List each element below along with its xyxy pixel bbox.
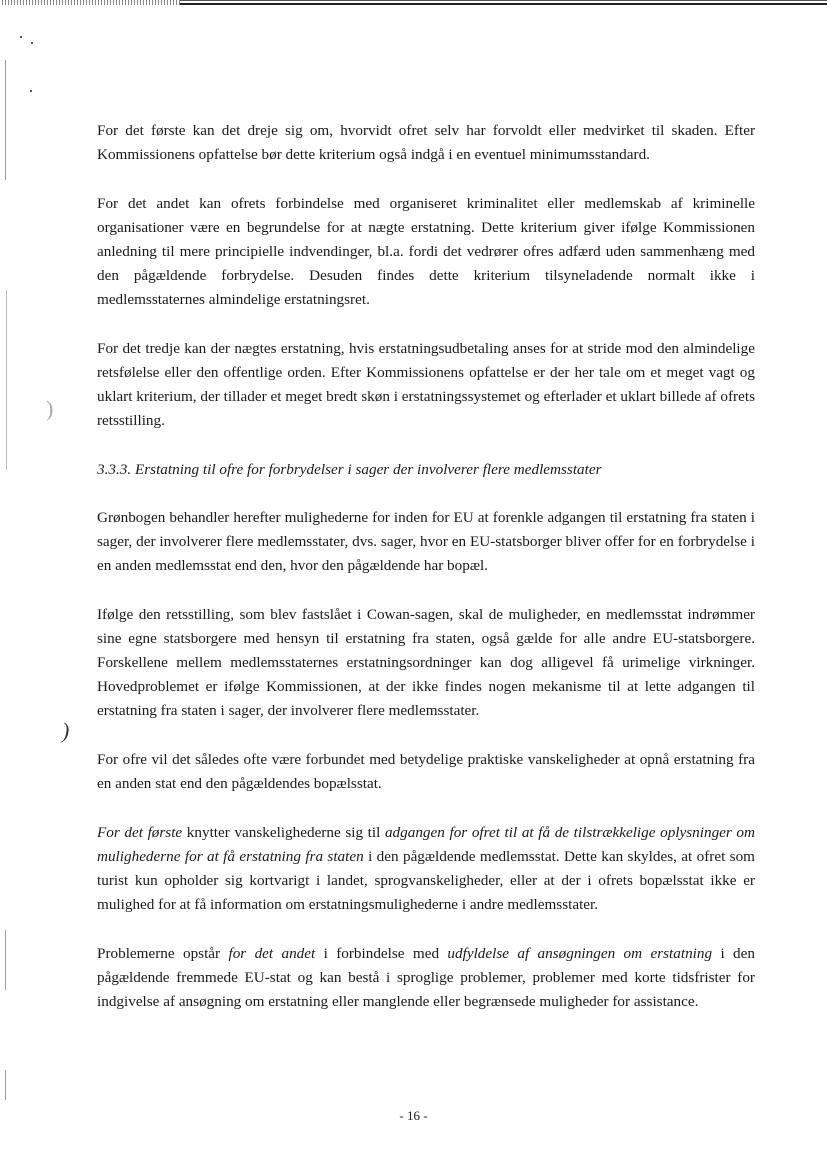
paragraph-text: knytter vanskelighederne sig til bbox=[182, 824, 385, 841]
page-number: - 16 - bbox=[399, 1108, 428, 1123]
paragraph-text: i forbindelse med bbox=[315, 945, 448, 962]
emphasis-text: adgangen for ofret til at få de tilstrækkelige oplysninger om mulighederne for at få erstatning fra staten bbox=[97, 824, 755, 865]
paragraph-text: Ifølge den retsstilling, som blev fastslået i Cowan-sagen, skal de muligheder, en medlemsstat indrømmer sine egne statsborgere med hensyn til erstatning fra staten, også gælde for alle andre EU-statsborgere. Forskellene mellem medlemsstaternes erstatningsordninger kan dog alligevel få urimelige virkninger. Hovedproblemet er ifølge Kommissionen, at der ikke findes nogen mekanisme til at lette adgangen til erstatning fra staten i sager, der involverer flere medlemsstater. bbox=[97, 606, 755, 719]
emphasis-text: For det første bbox=[97, 824, 183, 841]
scan-speck bbox=[31, 42, 33, 44]
paragraph-text: For ofre vil det således ofte være forbundet med betydelige praktiske vanskeligheder at opnå erstatning fra en anden stat end den pågældendes bopælsstat. bbox=[97, 751, 755, 792]
paragraph bbox=[97, 821, 755, 917]
paragraph-text: For det første kan det dreje sig om, hvorvidt ofret selv har forvoldt eller medvirket til skaden. Efter Kommissionens opfattelse bør dette kriterium også indgå i en eventuel minimumsstandard. bbox=[97, 122, 755, 163]
top-border-fade bbox=[0, 0, 180, 5]
paragraph-text: Problemerne opstår bbox=[97, 945, 229, 962]
section-heading bbox=[97, 458, 755, 482]
scan-edge-line bbox=[5, 1070, 6, 1100]
paragraph-text: i den pågældende fremmede EU-stat og kan bestå i sproglige problemer, problemer med korte tidsfrister for indgivelse af ansøgning om erstatning eller manglende eller begrænsede muligheder for assistance. bbox=[97, 945, 755, 1010]
scan-edge-line bbox=[6, 290, 7, 470]
emphasis-text: for det andet bbox=[228, 945, 316, 962]
paragraph bbox=[97, 603, 755, 723]
paragraph bbox=[97, 942, 755, 1014]
paragraph-text: Grønbogen behandler herefter mulighederne for inden for EU at forenkle adgangen til erstatning fra staten i sager, der involverer flere medlemsstater, dvs. sager, hvor en EU-statsborger bliver offer for en forbrydelse i en anden medlemsstat end den, hvor den pågældende har bopæl. bbox=[97, 509, 755, 574]
paragraph-text: i den pågældende medlemsstat. Dette kan skyldes, at ofret som turist kun opholder sig kortvarigt i landet, sprogvanskeligheder, eller at der i ofrets bopælsstat ikke er mulighed for at få information om erstatningsmulighederne i andre medlemsstater. bbox=[97, 848, 755, 913]
paragraph-text: For det andet kan ofrets forbindelse med organiseret kriminalitet eller medlemskab af kriminelle organisationer være en begrundelse for at nægte erstatning. Dette kriterium giver ifølge Kommissionen anledning til mere principielle indvendinger, bl.a. fordi det vedrører ofres adfærd uden sammenhæng med den pågældende forbrydelse. Desuden findes dette kriterium tilsyneladende normalt ikke i medlemsstaternes almindelige erstatningsret. bbox=[97, 195, 755, 308]
scan-speck bbox=[30, 90, 32, 92]
scan-edge-line bbox=[5, 930, 6, 990]
emphasis-text: udfyldelse af ansøgningen om erstatning bbox=[447, 945, 713, 962]
margin-bracket-mark: ) bbox=[46, 396, 54, 421]
paragraph bbox=[97, 192, 755, 312]
document-body bbox=[97, 119, 755, 1039]
margin-bracket-mark: ) bbox=[62, 718, 70, 743]
scan-speck bbox=[20, 36, 22, 38]
emphasis-text: 3.3.3. Erstatning til ofre for forbrydelser i sager der involverer flere medlemsstater bbox=[97, 461, 602, 478]
paragraph-text: For det tredje kan der nægtes erstatning, hvis erstatningsudbetaling anses for at stride mod den almindelige retsfølelse eller den offentlige orden. Efter Kommissionens opfattelse er der her tale om et meget vagt og uklart kriterium, der tillader et meget bredt skøn i erstatningssystemet og efterlader et uklart billede af ofrets retsstilling. bbox=[97, 340, 755, 429]
paragraph bbox=[97, 337, 755, 433]
scan-edge-line bbox=[5, 60, 6, 180]
paragraph bbox=[97, 506, 755, 578]
paragraph bbox=[97, 748, 755, 796]
paragraph bbox=[97, 119, 755, 167]
